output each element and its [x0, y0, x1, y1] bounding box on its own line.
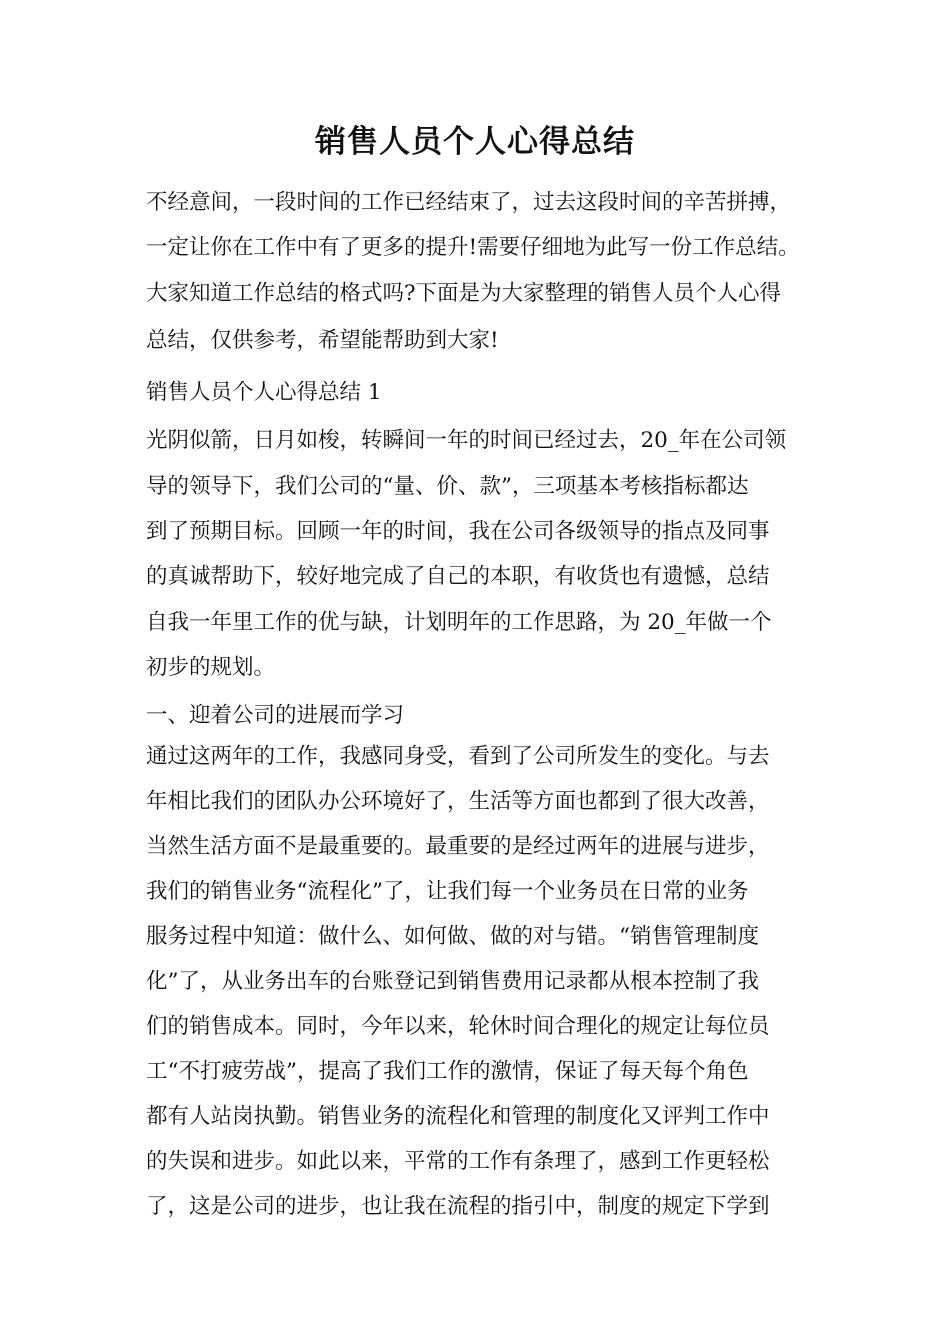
body-line: 的失误和进步。如此以来，平常的工作有条理了，感到工作更轻松	[146, 1149, 770, 1174]
body-line: 服务过程中知道：做什么、如何做、做的对与错。“销售管理制度	[146, 924, 759, 949]
body-line: 自我一年里工作的优与缺，计划明年的工作思路，为 20_年做一个	[146, 610, 772, 635]
section-heading: 销售人员个人心得总结 1	[146, 380, 382, 405]
body-line: 我们的销售业务“流程化”了，让我们每一个业务员在日常的业务	[146, 879, 749, 904]
body-line: 们的销售成本。同时，今年以来，轮休时间合理化的规定让每位员	[146, 1014, 770, 1039]
body-line: 都有人站岗执勤。销售业务的流程化和管理的制度化又评判工作中	[146, 1104, 770, 1129]
body-line: 的真诚帮助下，较好地完成了自己的本职，有收货也有遗憾，总结	[146, 564, 770, 589]
body-line: 化”了，从业务出车的台账登记到销售费用记录都从根本控制了我	[146, 969, 759, 994]
body-line: 到了预期目标。回顾一年的时间，我在公司各级领导的指点及同事	[146, 519, 770, 544]
body-line: 总结，仅供参考，希望能帮助到大家!	[146, 328, 499, 353]
body-line: 初步的规划。	[146, 655, 276, 680]
body-line: 大家知道工作总结的格式吗?下面是为大家整理的销售人员个人心得	[146, 281, 782, 306]
body-line: 年相比我们的团队办公环境好了，生活等方面也都到了很大改善，	[146, 789, 770, 814]
body-line: 导的领导下，我们公司的“量、价、款”，三项基本考核指标都达	[146, 474, 749, 499]
body-line: 不经意间，一段时间的工作已经结束了，过去这段时间的辛苦拼搏，	[146, 190, 792, 215]
body-line: 当然生活方面不是最重要的。最重要的是经过两年的进展与进步，	[146, 834, 770, 859]
body-line: 了，这是公司的进步，也让我在流程的指引中，制度的规定下学到	[146, 1194, 770, 1219]
body-line: 工“不打疲劳战”，提高了我们工作的激情，保证了每天每个角色	[146, 1059, 749, 1084]
document-title: 销售人员个人心得总结	[315, 124, 635, 160]
body-line: 通过这两年的工作，我感同身受，看到了公司所发生的变化。与去	[146, 744, 770, 769]
body-line: 一定让你在工作中有了更多的提升!需要仔细地为此写一份工作总结。	[146, 235, 800, 260]
body-line: 光阴似箭，日月如梭，转瞬间一年的时间已经过去，20_年在公司领	[146, 428, 787, 453]
section-heading: 一、迎着公司的进展而学习	[146, 703, 405, 728]
